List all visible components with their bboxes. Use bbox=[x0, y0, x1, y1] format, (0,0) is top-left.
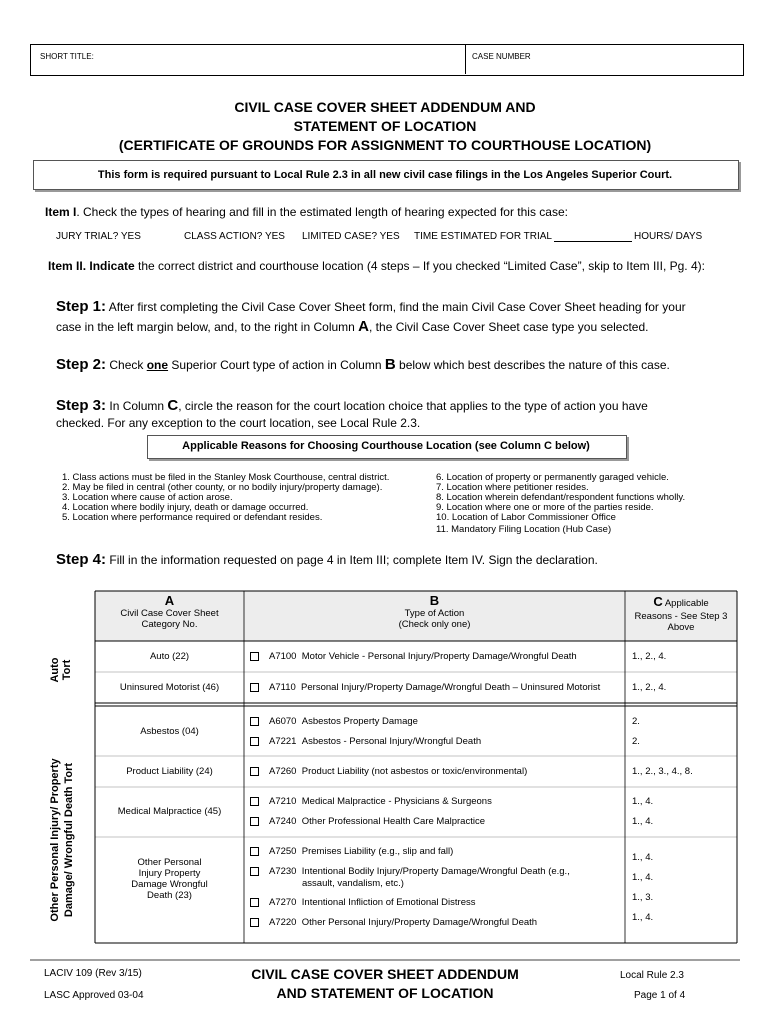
step3-text-b: , circle the reason for the court location choice that applies to the type of action you have bbox=[178, 399, 648, 413]
action-a7210[interactable] bbox=[250, 796, 492, 807]
class-action-option[interactable]: CLASS ACTION? YES bbox=[184, 231, 285, 242]
col-b-line2: (Check only one) bbox=[398, 619, 471, 630]
col-b-line1: Type of Action bbox=[404, 608, 465, 619]
col-c-line2: Above bbox=[667, 622, 695, 633]
action-text: Asbestos - Personal Injury/Wrongful Death bbox=[301, 736, 482, 747]
section-label-auto bbox=[49, 640, 73, 700]
action-a7230[interactable] bbox=[250, 866, 570, 877]
action-code: A7270 bbox=[269, 897, 297, 908]
reasons-a7100: 1., 2., 4. bbox=[632, 651, 667, 662]
checkbox-icon[interactable] bbox=[250, 683, 259, 692]
action-text: Intentional Infliction of Emotional Distress bbox=[301, 897, 476, 908]
reasons-a7260: 1., 2., 3., 4., 8. bbox=[632, 766, 693, 777]
checkbox-icon[interactable] bbox=[250, 767, 259, 776]
action-code: A6070 bbox=[269, 716, 297, 727]
action-a6070[interactable] bbox=[250, 716, 418, 727]
form-title-line3: (CERTIFICATE OF GROUNDS FOR ASSIGNMENT TO COURTHOUSE LOCATION) bbox=[118, 137, 652, 153]
short-title-label: SHORT TITLE: bbox=[40, 52, 94, 61]
action-text: Medical Malpractice - Physicians & Surgeons bbox=[301, 796, 492, 807]
section-other-line2: Damage/ Wrongful Death Tort bbox=[63, 762, 75, 918]
category-line: Other Personal bbox=[137, 857, 202, 868]
step2-text-b: Superior Court type of action in Column bbox=[168, 358, 385, 372]
checkbox-icon[interactable] bbox=[250, 867, 259, 876]
step2-one: one bbox=[146, 358, 169, 372]
item2-indicate: . Indicate bbox=[82, 259, 135, 273]
action-a7260[interactable] bbox=[250, 766, 527, 777]
col-a-line1: Civil Case Cover Sheet bbox=[120, 608, 219, 619]
action-a7230-cont: assault, vandalism, etc.) bbox=[302, 878, 404, 889]
action-a7250[interactable] bbox=[250, 846, 453, 857]
footer-title-line1: CIVIL CASE COVER SHEET ADDENDUM bbox=[251, 966, 519, 982]
col-c-header bbox=[625, 593, 737, 633]
step3-col: C bbox=[167, 397, 179, 414]
step2-title: Step 2: bbox=[56, 356, 107, 373]
action-text: Personal Injury/Property Damage/Wrongful Death – Uninsured Motorist bbox=[301, 682, 601, 693]
reasons-a7210: 1., 4. bbox=[632, 796, 654, 807]
time-estimate-label: TIME ESTIMATED FOR TRIAL bbox=[414, 231, 552, 242]
category-line: Death (23) bbox=[147, 890, 192, 901]
category-line: Damage Wrongful bbox=[131, 879, 208, 890]
item1-instructions: . Check the types of hearing and fill in the estimated length of hearing expected for this case: bbox=[76, 205, 568, 219]
reason-item: 3. Location where cause of action arose. bbox=[62, 492, 233, 503]
reasons-title: Applicable Reasons for Choosing Courthouse Location (see Column C below) bbox=[182, 440, 590, 452]
limited-case-option[interactable]: LIMITED CASE? YES bbox=[302, 231, 400, 242]
step2-text-a: Check bbox=[109, 358, 147, 372]
action-a7240[interactable] bbox=[250, 816, 485, 827]
reasons-a7110: 1., 2., 4. bbox=[632, 682, 667, 693]
notice-text: This form is required pursuant to Local Rule 2.3 in all new civil case filings in the Los Angeles Superior Court. bbox=[97, 169, 673, 181]
reasons-a7220: 1., 4. bbox=[632, 912, 654, 923]
step3-text2: checked. For any exception to the court location, see Local Rule 2.3. bbox=[56, 416, 421, 430]
action-text: Other Personal Injury/Property Damage/Wrongful Death bbox=[301, 917, 538, 928]
checkbox-icon[interactable] bbox=[250, 717, 259, 726]
checkbox-icon[interactable] bbox=[250, 898, 259, 907]
action-text: Product Liability (not asbestos or toxic/environmental) bbox=[301, 766, 528, 777]
action-code: A7220 bbox=[269, 917, 297, 928]
step4-text: Fill in the information requested on page 4 in Item III; complete Item IV. Sign the declaration. bbox=[109, 553, 598, 567]
footer-title-line2: AND STATEMENT OF LOCATION bbox=[276, 985, 494, 1001]
step1-text1: After first completing the Civil Case Cover Sheet form, find the main Civil Case Cover Sheet heading for your bbox=[108, 300, 686, 314]
action-code: A7221 bbox=[269, 736, 297, 747]
reason-item: 11. Mandatory Filing Location (Hub Case) bbox=[436, 524, 612, 535]
action-code: A7230 bbox=[269, 866, 297, 877]
form-title-line2: STATEMENT OF LOCATION bbox=[293, 118, 477, 134]
form-title-line1: CIVIL CASE COVER SHEET ADDENDUM AND bbox=[234, 99, 536, 115]
checkbox-icon[interactable] bbox=[250, 847, 259, 856]
action-a7110[interactable] bbox=[250, 682, 600, 693]
reason-item: 4. Location where bodily injury, death or damage occurred. bbox=[62, 502, 309, 513]
action-code: A7240 bbox=[269, 816, 297, 827]
step3-text-a: In Column bbox=[109, 399, 168, 413]
reason-item: 2. May be filed in central (other county, or no bodily injury/property damage). bbox=[62, 482, 383, 493]
reason-item: 10. Location of Labor Commissioner Office bbox=[436, 512, 616, 523]
reasons-a7240: 1., 4. bbox=[632, 816, 654, 827]
action-code: A7260 bbox=[269, 766, 297, 777]
step2-text-c: below which best describes the nature of this case. bbox=[395, 358, 670, 372]
reason-item: 6. Location of property or permanently garaged vehicle. bbox=[436, 472, 669, 483]
col-b-header bbox=[244, 593, 625, 630]
col-a-line2: Category No. bbox=[141, 619, 198, 630]
section-label-other-pi bbox=[48, 740, 76, 940]
reasons-a7250: 1., 4. bbox=[632, 852, 654, 863]
col-c-applicable: Applicable bbox=[662, 598, 709, 609]
col-c-line1: Reasons - See Step 3 bbox=[634, 611, 728, 622]
hours-days-label: HOURS/ DAYS bbox=[634, 231, 703, 242]
reason-item: 1. Class actions must be filed in the Stanley Mosk Courthouse, central district. bbox=[62, 472, 390, 483]
action-code: A7100 bbox=[269, 651, 297, 662]
step4-title: Step 4: bbox=[56, 551, 107, 568]
approval-text: LASC Approved 03-04 bbox=[44, 990, 144, 1001]
step1-text2b: , the Civil Case Cover Sheet case type you selected. bbox=[369, 320, 649, 334]
reasons-a6070: 2. bbox=[632, 716, 640, 727]
reason-item: 5. Location where performance required or defendant resides. bbox=[62, 512, 323, 523]
action-a7100[interactable] bbox=[250, 651, 577, 662]
action-text: Premises Liability (e.g., slip and fall) bbox=[301, 846, 454, 857]
item2-instructions: the correct district and courthouse location (4 steps – If you checked “Limited Case”, skip to Item III, Pg. 4): bbox=[134, 259, 705, 273]
section-other-line1: Other Personal Injury/ Property bbox=[49, 758, 61, 922]
reasons-a7230: 1., 4. bbox=[632, 872, 654, 883]
action-a7221[interactable] bbox=[250, 736, 481, 747]
step1-title: Step 1: bbox=[56, 298, 107, 315]
reason-item: 8. Location wherein defendant/respondent functions wholly. bbox=[436, 492, 686, 503]
form-number: LACIV 109 (Rev 3/15) bbox=[44, 968, 142, 979]
col-a-letter: A bbox=[164, 593, 175, 608]
action-code: A7250 bbox=[269, 846, 297, 857]
col-b-letter: B bbox=[429, 593, 440, 608]
action-text: Asbestos Property Damage bbox=[301, 716, 418, 727]
reason-item: 9. Location where one or more of the parties reside. bbox=[436, 502, 654, 513]
action-text: Intentional Bodily Injury/Property Damage/Wrongful Death (e.g., bbox=[301, 866, 570, 877]
action-code: A7210 bbox=[269, 796, 297, 807]
action-code: A7110 bbox=[269, 682, 296, 693]
item2-label: Item II bbox=[48, 259, 83, 273]
checkbox-icon[interactable] bbox=[250, 737, 259, 746]
step1-col: A bbox=[358, 318, 370, 335]
reasons-a7270: 1., 3. bbox=[632, 892, 654, 903]
action-text: Other Professional Health Care Malpractice bbox=[301, 816, 485, 827]
step1-text2a: case in the left margin below, and, to the right in Column bbox=[56, 320, 359, 334]
section-auto-line1: Auto bbox=[49, 657, 61, 683]
checkbox-icon[interactable] bbox=[250, 918, 259, 927]
category-product-liability: Product Liability (24) bbox=[126, 766, 213, 777]
step2-col: B bbox=[384, 356, 396, 373]
reasons-a7221: 2. bbox=[632, 736, 640, 747]
step3-title: Step 3: bbox=[56, 397, 107, 414]
checkbox-icon[interactable] bbox=[250, 652, 259, 661]
category-other-pi bbox=[95, 857, 244, 901]
jury-trial-option[interactable]: JURY TRIAL? YES bbox=[56, 231, 141, 242]
section-auto-line2: Tort bbox=[61, 659, 73, 681]
category-line: Injury Property bbox=[138, 868, 201, 879]
category-asbestos: Asbestos (04) bbox=[140, 726, 199, 737]
checkbox-icon[interactable] bbox=[250, 797, 259, 806]
category-medical-malpractice: Medical Malpractice (45) bbox=[117, 806, 222, 817]
reason-item: 7. Location where petitioner resides. bbox=[436, 482, 589, 493]
category-auto: Auto (22) bbox=[149, 651, 190, 662]
category-uninsured: Uninsured Motorist (46) bbox=[119, 682, 220, 693]
page-number: Page 1 of 4 bbox=[634, 990, 686, 1001]
checkbox-icon[interactable] bbox=[250, 817, 259, 826]
action-text: Motor Vehicle - Personal Injury/Property Damage/Wrongful Death bbox=[301, 651, 577, 662]
action-a7220[interactable] bbox=[250, 917, 537, 928]
col-c-letter: C bbox=[653, 594, 663, 609]
col-a-header bbox=[95, 593, 244, 630]
action-a7270[interactable] bbox=[250, 897, 476, 908]
item1-label: Item I bbox=[45, 205, 77, 219]
local-rule: Local Rule 2.3 bbox=[620, 970, 684, 981]
case-number-label: CASE NUMBER bbox=[472, 52, 531, 61]
